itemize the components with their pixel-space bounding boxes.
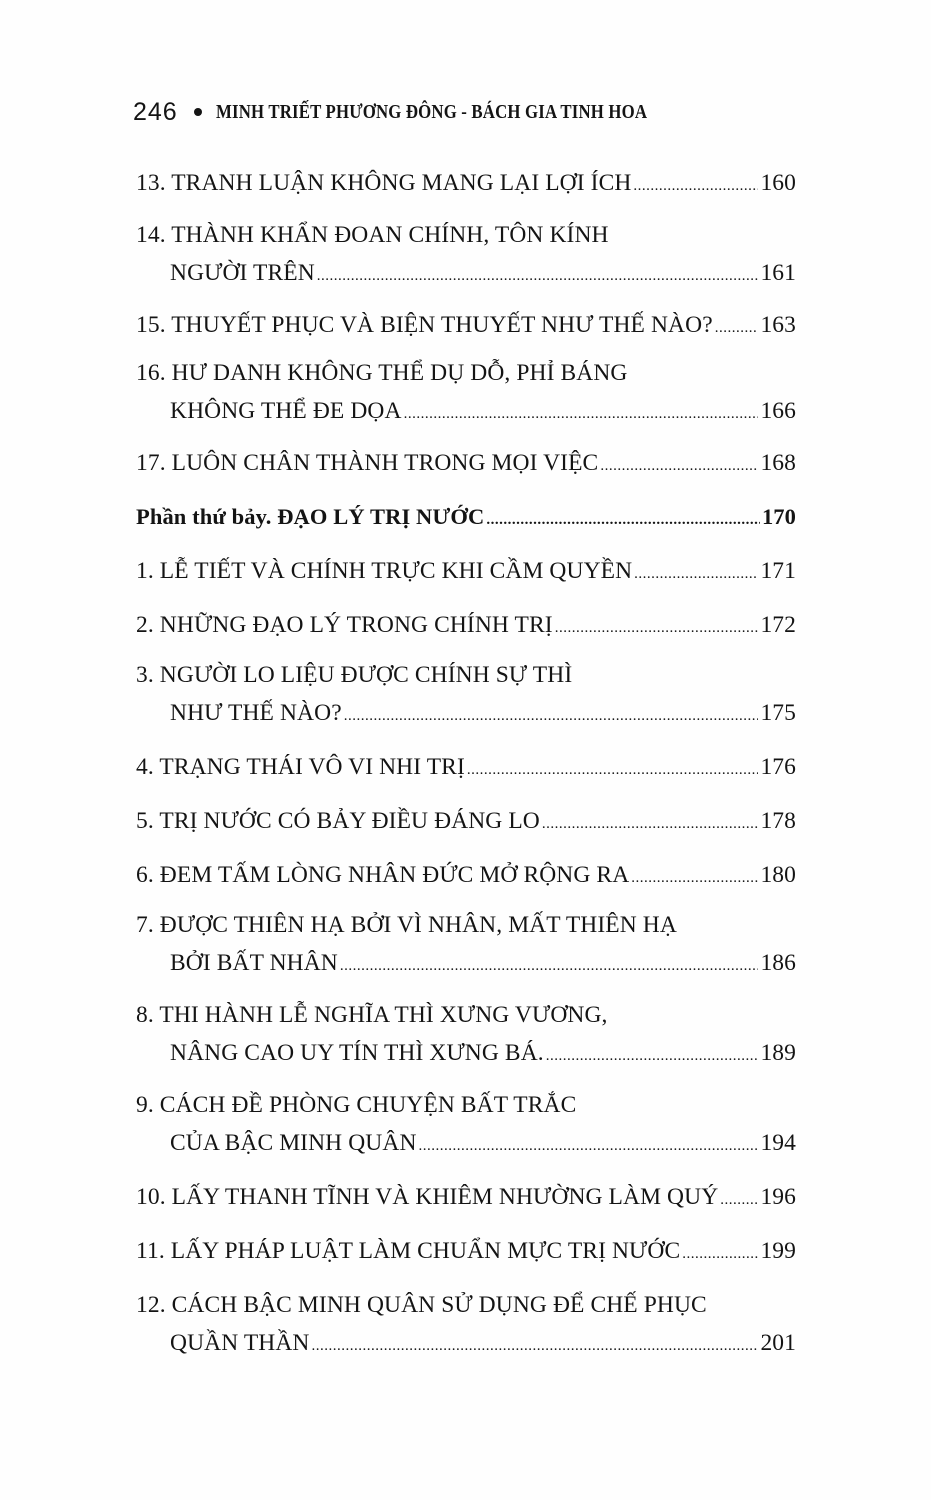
dot-leader: [720, 1192, 758, 1209]
dot-leader: [404, 406, 759, 423]
dot-leader: [633, 178, 758, 195]
toc-entry-title: 16. HƯ DANH KHÔNG THỂ DỤ DỖ, PHỈ BÁNG: [136, 360, 628, 386]
toc-entry-page: 178: [760, 808, 796, 834]
toc-entry-continuation: NGƯỜI TRÊN: [170, 260, 315, 286]
dot-leader: [542, 816, 759, 833]
toc-entry-title: 9. CÁCH ĐỀ PHÒNG CHUYỆN BẤT TRẮC: [136, 1092, 577, 1118]
toc-part-title: Phần thứ bảy. ĐẠO LÝ TRỊ NƯỚC: [136, 504, 485, 529]
toc-entry-title: 8. THI HÀNH LỄ NGHĨA THÌ XƯNG VƯƠNG,: [136, 1002, 608, 1028]
toc-entry-page: 172: [760, 612, 796, 638]
toc-entry-title: 5. TRỊ NƯỚC CÓ BẢY ĐIỀU ĐÁNG LO: [136, 808, 540, 834]
toc-entry-title: 3. NGƯỜI LO LIỆU ĐƯỢC CHÍNH SỰ THÌ: [136, 662, 573, 688]
toc-entry: [170, 950, 796, 986]
toc-entry-continuation: CỦA BẬC MINH QUÂN: [170, 1130, 417, 1156]
toc-entry-title: 13. TRANH LUẬN KHÔNG MANG LẠI LỢI ÍCH: [136, 170, 632, 196]
toc-entry: [136, 450, 796, 486]
page-number: 246: [133, 97, 178, 126]
dot-leader: [546, 1048, 759, 1065]
toc-entry-continuation: QUẦN THẦN: [170, 1330, 310, 1356]
toc-entry-continuation: BỞI BẤT NHÂN: [170, 950, 338, 976]
toc-part-heading: [136, 504, 796, 540]
toc-entry-page: 168: [760, 450, 796, 476]
toc-entry-title: 12. CÁCH BẬC MINH QUÂN SỬ DỤNG ĐỂ CHẾ PHỤC: [136, 1292, 707, 1318]
dot-leader: [419, 1138, 759, 1155]
toc-entry-continuation: NÂNG CAO UY TÍN THÌ XƯNG BÁ.: [170, 1040, 544, 1066]
toc-entry: [136, 1184, 796, 1220]
toc-entry: [136, 312, 796, 348]
toc-entry-page: 160: [760, 170, 796, 196]
toc-entry-page: 186: [760, 950, 796, 976]
toc-entry-page: 176: [760, 754, 796, 780]
toc-entry-page: 189: [760, 1040, 796, 1066]
toc-entry-title: 11. LẤY PHÁP LUẬT LÀM CHUẨN MỰC TRỊ NƯỚC: [136, 1238, 681, 1264]
dot-leader: [634, 566, 758, 583]
toc-entry-title: 2. NHỮNG ĐẠO LÝ TRONG CHÍNH TRỊ: [136, 612, 553, 638]
toc-entry: [136, 808, 796, 844]
toc-entry: [170, 1040, 796, 1076]
toc-entry: [170, 1330, 796, 1366]
toc-entry-continuation: KHÔNG THỂ ĐE DỌA: [170, 398, 402, 424]
toc-entry-title: 17. LUÔN CHÂN THÀNH TRONG MỌI VIỆC: [136, 450, 599, 476]
toc-entry-page: 166: [760, 398, 796, 424]
toc-entry: [170, 260, 796, 296]
toc-entry-page: 180: [760, 862, 796, 888]
toc-entry-page: 175: [760, 700, 796, 726]
toc-entry-page: 199: [760, 1238, 796, 1264]
dot-leader: [682, 1246, 758, 1263]
toc-entry: [170, 398, 796, 434]
toc-entry-continuation: NHƯ THẾ NÀO?: [170, 700, 342, 726]
dot-leader: [317, 268, 759, 285]
toc-entry-title: 7. ĐƯỢC THIÊN HẠ BỞI VÌ NHÂN, MẤT THIÊN HẠ: [136, 912, 677, 938]
toc-entry-title: 15. THUYẾT PHỤC VÀ BIỆN THUYẾT NHƯ THẾ NÀO?: [136, 312, 713, 338]
toc-entry: [136, 862, 796, 898]
toc-entry: [136, 612, 796, 648]
dot-leader: [715, 320, 759, 337]
toc-entry-title: 6. ĐEM TẤM LÒNG NHÂN ĐỨC MỞ RỘNG RA: [136, 862, 630, 888]
dot-leader: [344, 708, 759, 725]
toc-entry-title: 4. TRẠNG THÁI VÔ VI NHI TRỊ: [136, 754, 465, 780]
dot-leader: [600, 458, 758, 475]
toc-entry: [136, 170, 796, 206]
toc-entry: [136, 558, 796, 594]
toc-entry-title: 14. THÀNH KHẨN ĐOAN CHÍNH, TÔN KÍNH: [136, 222, 609, 248]
toc-entry-title: 1. LỄ TIẾT VÀ CHÍNH TRỰC KHI CẦM QUYỀN: [136, 558, 633, 584]
toc-entry-page: 194: [760, 1130, 796, 1156]
toc-part-page: 170: [761, 504, 796, 529]
toc-entry-page: 171: [760, 558, 796, 584]
dot-leader: [340, 958, 759, 975]
toc-entry-page: 196: [760, 1184, 796, 1210]
book-title: MINH TRIẾT PHƯƠNG ĐÔNG - BÁCH GIA TINH HOA: [215, 100, 647, 123]
dot-leader: [631, 870, 758, 887]
toc-entry: [136, 754, 796, 790]
toc-entry: [170, 1130, 796, 1166]
dot-leader: [486, 512, 760, 529]
dot-leader: [555, 620, 759, 637]
toc-entry: [170, 700, 796, 736]
toc-entry-page: 163: [760, 312, 796, 338]
bullet-separator-icon: [194, 108, 202, 116]
toc-entry: [136, 1238, 796, 1274]
dot-leader: [312, 1338, 759, 1355]
dot-leader: [467, 762, 759, 779]
toc-entry-title: 10. LẤY THANH TĨNH VÀ KHIÊM NHƯỜNG LÀM QUÝ: [136, 1184, 719, 1210]
toc-entry-page: 161: [760, 260, 796, 286]
toc-entry-page: 201: [760, 1330, 796, 1356]
running-header: [133, 92, 729, 132]
